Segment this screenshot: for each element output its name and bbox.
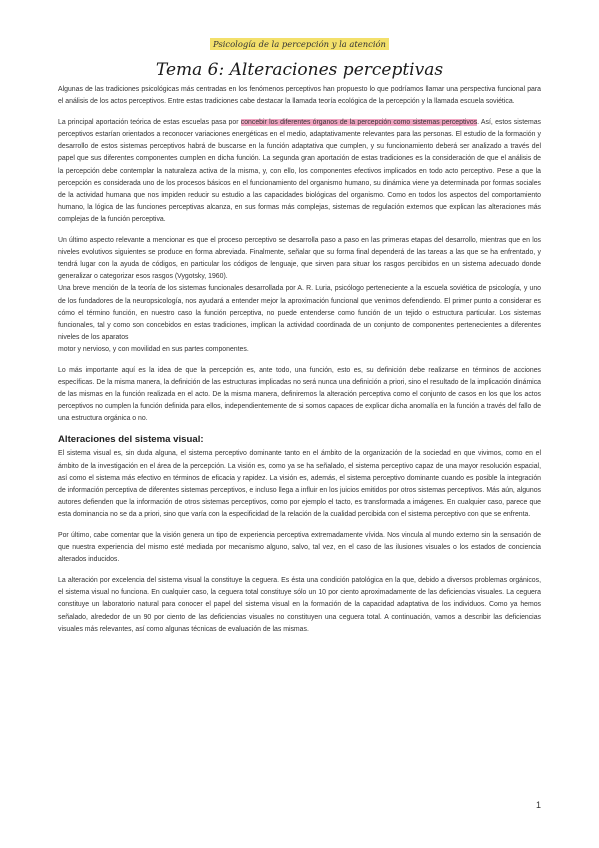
paragraph-development: Un último aspecto relevante a mencionar es que el proceso perceptivo se desarrolla paso a paso en las primeras etapas del desarrollo, mientras que en los niveles evolutivos siguientes se produce en forma abreviada. Finalmente, señalar que su forma final dependerá de las tareas a las que se ha enfrentado, y tendrá lugar con la ayuda de códigos, en particular los códigos de lenguaje, que sirven para situar los rasgos percibidos en un sistema adecuado donde generalizar o categorizar esos rasgos (Vygotsky, 1960). [58,237,541,281]
paragraph-luria: Una breve mención de la teoría de los sistemas funcionales desarrollada por A. R. Luria, psicólogo perteneciente a la escuela soviética de psicología, y uno de los fundadores de la neuropsicología, nos ayudará a entender mejor la aproximación funcional que venimos defendiendo. El primer punto a considerar es cómo el término función, en nuestro caso la función perceptiva, no puede entenderse como función de un tejido o estructura particular. Los sistemas funcionales, tal y como son concebidos en estas tradiciones, implican la actividad coordinada de un conjunto de componentes pertenecientes a diferentes niveles de los aparatos [58,285,541,341]
paragraph-function: Lo más importante aquí es la idea de que la percepción es, ante todo, una función, esto es, su definición debe realizarse en términos de acciones específicas. De la misma manera, la definición de las estructuras implicadas no será nunca una definición a priori, sino el resultado de la implicación dinámica de las mismas en la función realizada en el acto. De la misma manera, definiremos la alteración perceptiva como el conjunto de casos en los que los actos perceptivos no cumplen la función definida para ellos, independientemente de si somos capaces de explicar dicha anomalía en la función a través del fallo de una estructura orgánica o no. [58,366,541,423]
page-number: 1 [535,800,541,810]
section-heading: Alteraciones del sistema visual: [58,434,204,446]
paragraph-blindness: La alteración por excelencia del sistema visual la constituye la ceguera. Es ésta una condición patológica en la que, debido a diversos problemas orgánicos, el sistema visual no funciona. En cualquier caso, la ceguera total constituye sólo un 10 por ciento aproximadamente de las deficiencias visuales. La ceguera constituye un laboratorio natural para conocer el papel del sistema visual en la formación de la capacidad adaptativa de los individuos. Como ya hemos señalado, alrededor de un 90 por ciento de las deficiencias visuales no constituyen una ceguera total. A continuación, vamos a describir las deficiencias visuales más relevantes, así como algunas técnicas de evaluación de las mismas. [58,577,541,633]
paragraph-vision-experience: Por último, cabe comentar que la visión genera un tipo de experiencia perceptiva extremadamente vívida. Nos vincula al mundo externo sin la sensación de que nuestra experiencia del mismo esté mediada por mecanismo alguno, salvo, tal vez, en el caso de las ilusiones visuales o los estados de conciencia alterados inducidos. [58,532,541,564]
page-header [0,34,599,52]
document-body [58,84,541,645]
paragraph-text: . Así, estos sistemas perceptivos estarían orientados a reconocer variaciones energéticas en el medio, adaptativamente relevantes para las personas. El estudio de la formación y desarrollo de estos sistemas perceptivos habrá de buscarse en la función adaptativa que cumplen, y su funcionamiento deberá ser analizado a través del papel que sus diferentes componentes cumplen en dicha función. La segunda gran aportación de estas tradiciones es la consideración de que el análisis de la percepción debe contemplar la naturaleza activa de la misma, y, con ello, los componentes efectivos implicados en todo acto perceptivo. Pese a que la percepción es considerada uno de los procesos básicos en el funcionamiento del organismo humano, su dinámica viene ya determinada por formas sociales de la actividad humana que nos impiden reducir su estudio a las capacidades biológicas del organismo. Como en todos los aspectos del comportamiento humano, la lógica de las funciones perceptivas alcanza, en sus formas más complejas, sistemas de regulación externos que explican las alteraciones más complejas de la función perceptiva. [58,119,541,223]
paragraph-text: La principal aportación teórica de estas escuelas pasa por [58,119,241,127]
subject-header: Psicología de la percepción y la atención [210,38,389,50]
highlighted-text: concebir los diferentes órganos de la percepción como sistemas perceptivos [240,119,478,127]
paragraph-luria-continued: motor y nervioso, y con movilidad en sus partes componentes. [58,345,249,353]
paragraph-intro: Algunas de las tradiciones psicológicas más centradas en los fenómenos perceptivos han propuesto lo que podríamos llamar una perspectiva funcional para el análisis de los actos perceptivos. Entre estas tradiciones cabe destacar la llamada teoría ecológica de la percepción y la llamada escuela soviética. [58,86,541,106]
page-title: Tema 6: Alteraciones perceptivas [155,60,444,80]
paragraph-visual-system: El sistema visual es, sin duda alguna, el sistema perceptivo dominante tanto en el ámbito de la organización de la sociedad en que vivimos, como en el ámbito de la investigación en el área de la percepción. La visión es, como ya se ha señalado, el sistema perceptivo capaz de una mayor resolución espacial, así como el sistema más efectivo en términos de eficacia y rapidez. La visión es, además, el sistema perceptivo dominante cuando es posible la integración de información perceptiva de diferentes sistemas perceptivos, e incluso llega a influir en los juicios emitidos por otros sistemas perceptivos. Más aún, algunos autores defienden que la información de otros sistemas perceptivos, como por ejemplo el tacto, es transformada a imágenes. En cualquier caso, parece que esta dominancia no se da a priori, sino que varía con la especificidad de la relación de la cualidad percibida con el sistema perceptivo con que se enfrenta. [58,450,541,518]
paragraph-contributions [58,117,541,226]
